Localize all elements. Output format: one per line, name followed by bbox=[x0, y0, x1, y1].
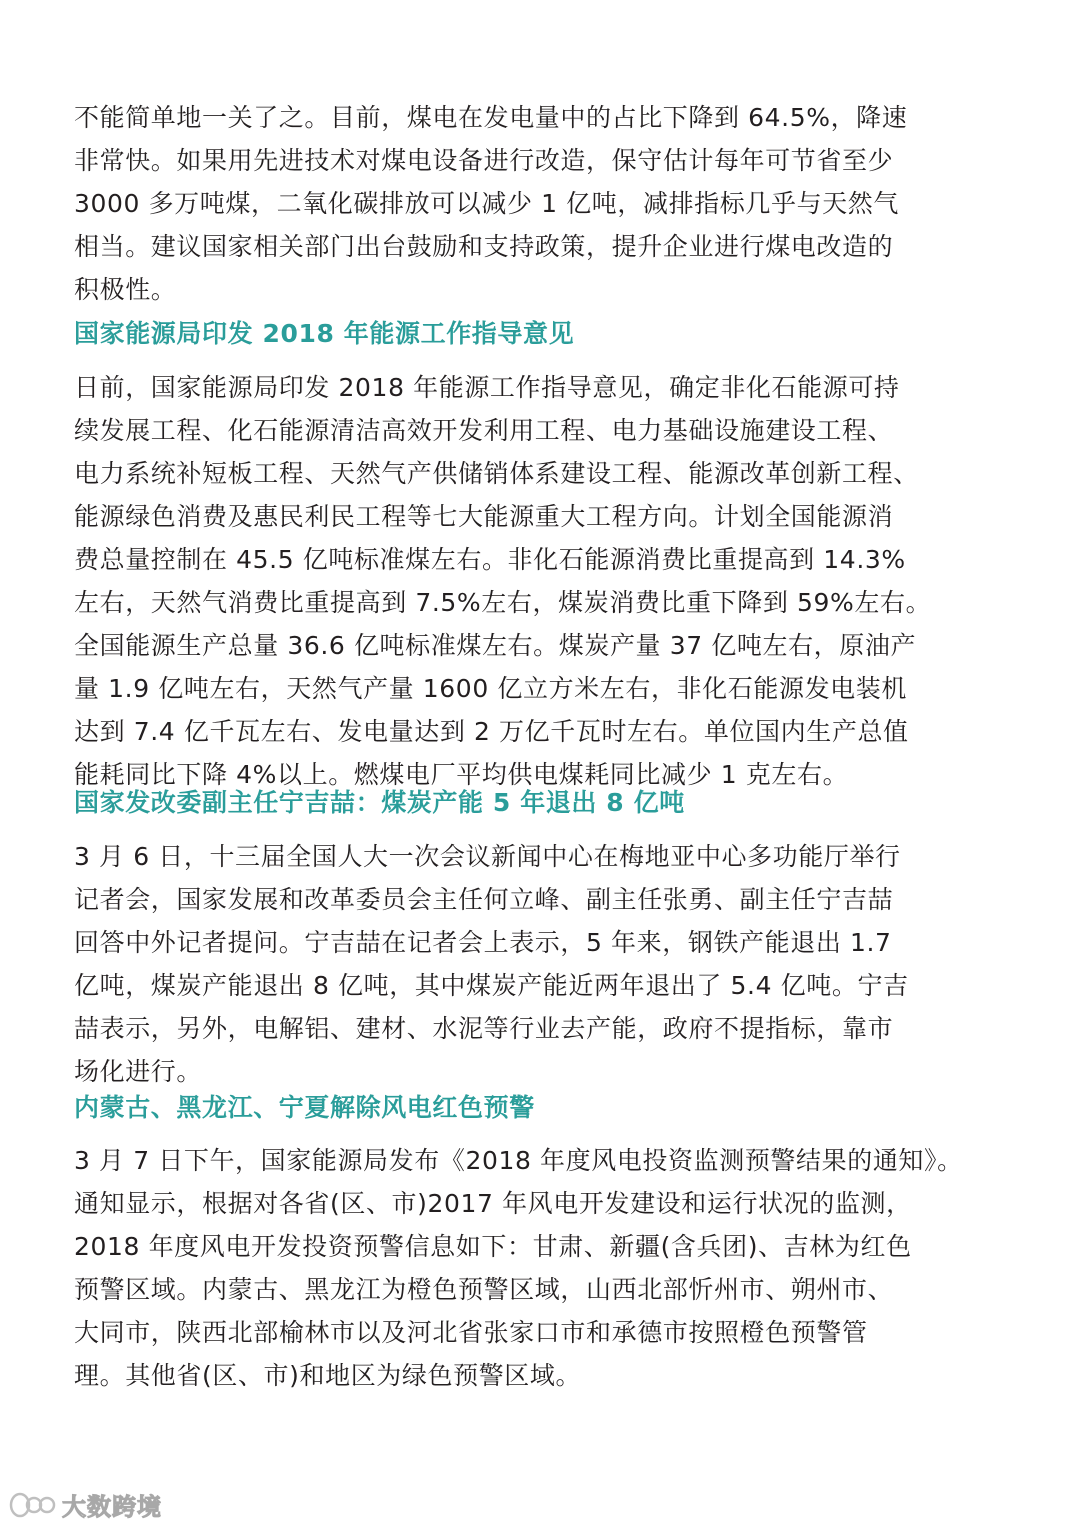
paragraph-line: 能耗同比下降 4%以上。燃煤电厂平均供电煤耗同比减少 1 克左右。 bbox=[74, 760, 849, 789]
paragraph-line: 亿吨，煤炭产能退出 8 亿吨，其中煤炭产能近两年退出了 5.4 亿吨。宁吉 bbox=[74, 971, 909, 1000]
paragraph-line: 预警区域。内蒙古、黑龙江为橙色预警区域，山西北部忻州市、朔州市、 bbox=[74, 1275, 894, 1304]
paragraph-line: 3 月 6 日，十三届全国人大一次会议新闻中心在梅地亚中心多功能厅举行 bbox=[74, 842, 901, 871]
section-heading-energy-guidance: 国家能源局印发 2018 年能源工作指导意见 bbox=[74, 319, 575, 348]
watermark bbox=[8, 1486, 162, 1522]
paragraph-line: 回答中外记者提问。宁吉喆在记者会上表示，5 年来，钢铁产能退出 1.7 bbox=[74, 928, 892, 957]
paragraph-line: 非常快。如果用先进技术对煤电设备进行改造，保守估计每年可节省至少 bbox=[74, 146, 894, 175]
paragraph-line: 2018 年度风电开发投资预警信息如下：甘肃、新疆(含兵团)、吉林为红色 bbox=[74, 1232, 912, 1261]
paragraph-line: 喆表示，另外，电解铝、建材、水泥等行业去产能，政府不提指标，靠市 bbox=[74, 1014, 894, 1043]
paragraph-line: 相当。建议国家相关部门出台鼓励和支持政策，提升企业进行煤电改造的 bbox=[74, 232, 894, 261]
section-paragraph-wind-warning bbox=[74, 1139, 1014, 1397]
paragraph-line: 积极性。 bbox=[74, 275, 177, 304]
paragraph-line: 费总量控制在 45.5 亿吨标准煤左右。非化石能源消费比重提高到 14.3% bbox=[74, 545, 906, 574]
intro-paragraph bbox=[74, 96, 1014, 311]
paragraph-line: 3 月 7 日下午，国家能源局发布《2018 年度风电投资监测预警结果的通知》。 bbox=[74, 1146, 963, 1175]
paragraph-line: 场化进行。 bbox=[74, 1057, 203, 1086]
paragraph-line: 日前，国家能源局印发 2018 年能源工作指导意见，确定非化石能源可持 bbox=[74, 373, 900, 402]
section-heading-wind-warning: 内蒙古、黑龙江、宁夏解除风电红色预警 bbox=[74, 1093, 535, 1122]
paragraph-line: 续发展工程、化石能源清洁高效开发利用工程、电力基础设施建设工程、 bbox=[74, 416, 894, 445]
watermark-text: 大数跨境 bbox=[62, 1492, 162, 1521]
paragraph-line: 记者会，国家发展和改革委员会主任何立峰、副主任张勇、副主任宁吉喆 bbox=[74, 885, 894, 914]
section-heading-coal-capacity: 国家发改委副主任宁吉喆：煤炭产能 5 年退出 8 亿吨 bbox=[74, 788, 685, 817]
paragraph-line: 能源绿色消费及惠民利民工程等七大能源重大工程方向。计划全国能源消 bbox=[74, 502, 894, 531]
section-paragraph-energy-guidance bbox=[74, 366, 1014, 796]
paragraph-line: 达到 7.4 亿千瓦左右、发电量达到 2 万亿千瓦时左右。单位国内生产总值 bbox=[74, 717, 909, 746]
paragraph-line: 电力系统补短板工程、天然气产供储销体系建设工程、能源改革创新工程、 bbox=[74, 459, 919, 488]
paragraph-line: 大同市，陕西北部榆林市以及河北省张家口市和承德市按照橙色预警管 bbox=[74, 1318, 868, 1347]
paragraph-line: 量 1.9 亿吨左右，天然气产量 1600 亿立方米左右，非化石能源发电装机 bbox=[74, 674, 907, 703]
paragraph-line: 3000 多万吨煤，二氧化碳排放可以减少 1 亿吨，减排指标几乎与天然气 bbox=[74, 189, 899, 218]
paragraph-line: 不能简单地一关了之。目前，煤电在发电量中的占比下降到 64.5%，降速 bbox=[74, 103, 908, 132]
section-paragraph-coal-capacity bbox=[74, 835, 1014, 1093]
paragraph-line: 全国能源生产总量 36.6 亿吨标准煤左右。煤炭产量 37 亿吨左右，原油产 bbox=[74, 631, 917, 660]
paragraph-line: 左右，天然气消费比重提高到 7.5%左右，煤炭消费比重下降到 59%左右。 bbox=[74, 588, 932, 617]
paragraph-line: 通知显示，根据对各省(区、市)2017 年风电开发建设和运行状况的监测， bbox=[74, 1189, 912, 1218]
brand-logo-icon bbox=[8, 1489, 56, 1519]
paragraph-line: 理。其他省(区、市)和地区为绿色预警区域。 bbox=[74, 1361, 582, 1390]
